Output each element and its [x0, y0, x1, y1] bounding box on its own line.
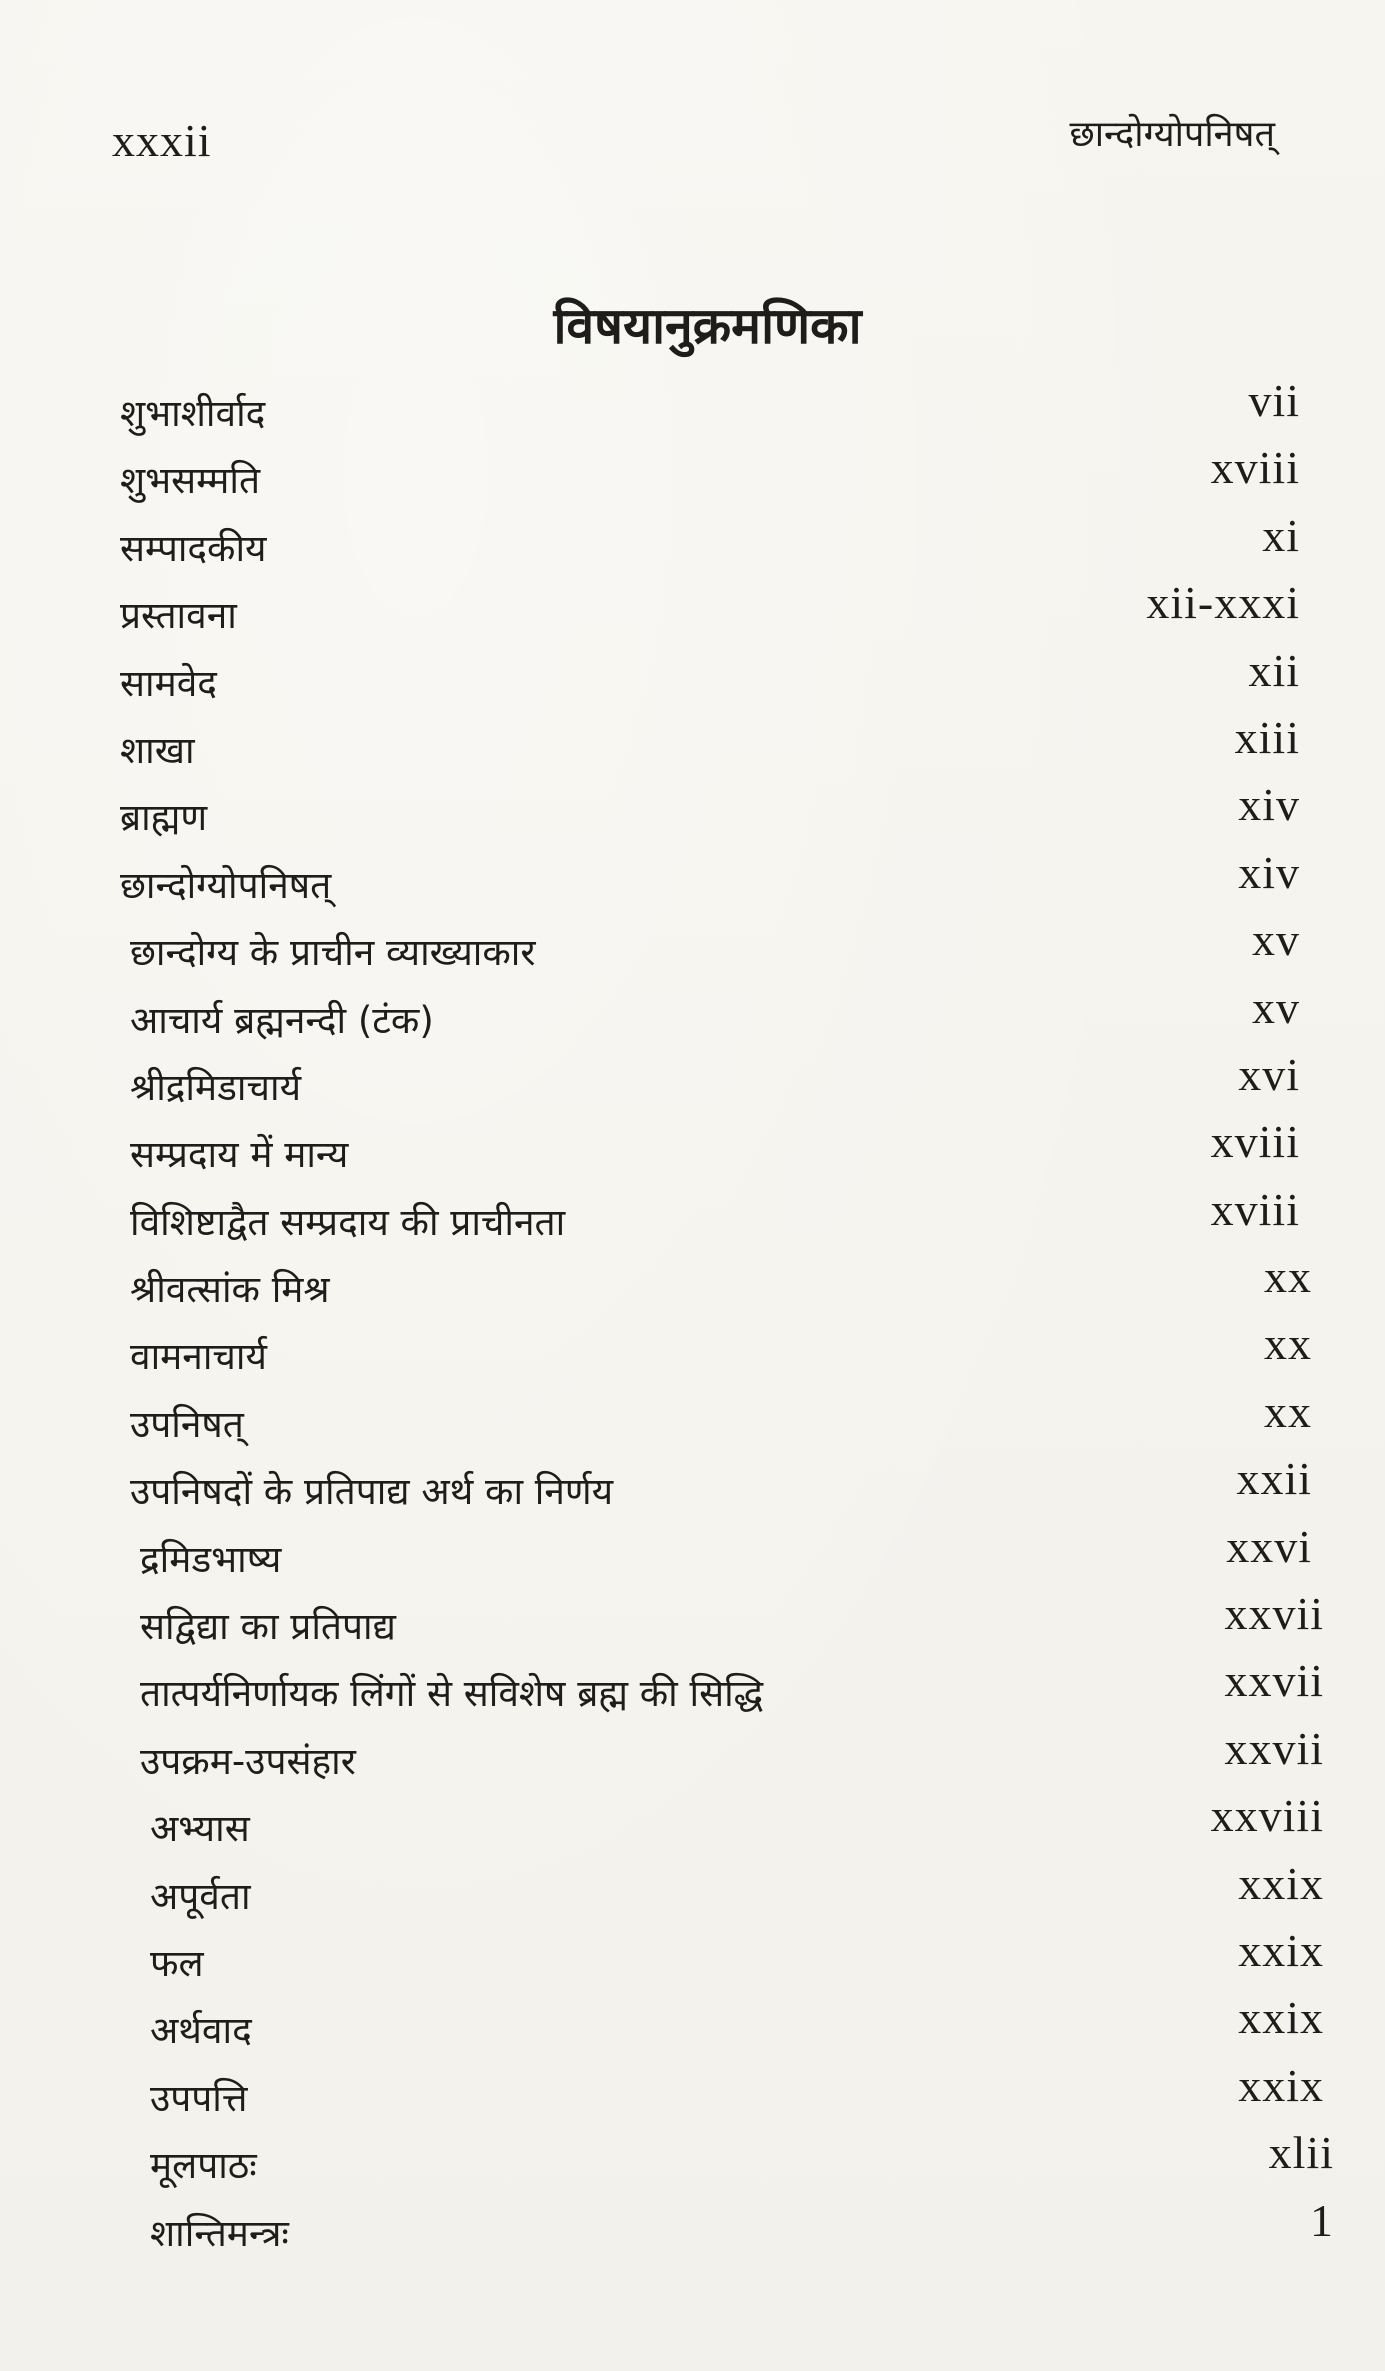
toc-entry-title: सद्विद्या का प्रतिपाद्य — [140, 1605, 396, 1649]
toc-entry-page: xxvi — [1226, 1520, 1312, 1572]
toc-entry-title: प्रस्तावना — [120, 594, 237, 638]
toc-entry-page: xxvii — [1224, 1588, 1324, 1640]
toc-entry-page: xlii — [1268, 2127, 1334, 2179]
toc-entry — [120, 1383, 1312, 1450]
toc-entry-page: xxix — [1238, 2059, 1324, 2111]
toc-entry — [120, 1652, 1324, 1719]
toc-entry-title: अभ्यास — [150, 1807, 250, 1851]
toc-entry — [120, 574, 1300, 641]
toc-entry-title: तात्पर्यनिर्णायक लिंगों से सविशेष ब्रह्म की सिद्धि — [140, 1672, 764, 1716]
toc-entry — [120, 1181, 1300, 1248]
toc-entry-page: xx — [1264, 1251, 1312, 1303]
toc-entry-page: xiii — [1234, 711, 1300, 763]
toc-entry-title: शाखा — [120, 728, 195, 772]
toc-entry-page: xvi — [1238, 1048, 1300, 1100]
toc-entry-title: उपक्रम-उपसंहार — [140, 1739, 356, 1783]
toc-entry-title: छान्दोग्य के प्राचीन व्याख्याकार — [130, 931, 536, 975]
toc-entry-title: अर्थवाद — [150, 2009, 252, 2053]
toc-entry-title: उपपत्ति — [150, 2076, 248, 2120]
toc-entry — [120, 776, 1300, 843]
toc-entry — [120, 642, 1300, 709]
toc-entry-title: शुभाशीर्वाद — [120, 392, 266, 435]
toc-entry-page: xviii — [1210, 442, 1300, 494]
toc-entry-page: xxvii — [1224, 1655, 1324, 1707]
toc-entry — [120, 1989, 1324, 2056]
toc-entry-page: xx — [1264, 1385, 1312, 1437]
toc-entry-title: सामवेद — [120, 661, 217, 705]
contents-heading: विषयानुक्रमणिका — [553, 297, 862, 355]
toc-entry-page: xv — [1252, 981, 1300, 1033]
toc-entry-page: xviii — [1210, 1183, 1300, 1235]
toc-entry — [120, 1113, 1300, 1180]
toc-entry-title: अपूर्वता — [150, 1874, 251, 1918]
toc-entry-page: xii-xxxi — [1146, 577, 1300, 629]
toc-entry — [120, 844, 1300, 911]
toc-entry-title: शान्तिमन्त्रः — [150, 2211, 289, 2255]
toc-entry-title: सम्पादकीय — [120, 526, 267, 570]
toc-entry-title: फल — [150, 1941, 204, 1985]
toc-entry-title: सम्प्रदाय में मान्य — [130, 1133, 349, 1177]
toc-entry-page: xx — [1264, 1318, 1312, 1370]
toc-entry-page: xviii — [1210, 1116, 1300, 1168]
toc-entry — [120, 1046, 1300, 1113]
toc-entry — [120, 979, 1300, 1046]
toc-entry — [120, 2124, 1334, 2191]
toc-entry — [120, 911, 1300, 978]
book-title: छान्दोग्योपनिषत् — [1069, 114, 1275, 155]
toc-entry-page: xxix — [1238, 1924, 1324, 1976]
toc-entry-title: उपनिषदों के प्रतिपाद्य अर्थ का निर्णय — [130, 1470, 614, 1514]
toc-entry — [120, 1585, 1324, 1652]
toc-entry — [120, 372, 1300, 439]
toc-entry-page: xxix — [1238, 1992, 1324, 2044]
toc-entry — [120, 2057, 1324, 2124]
toc-entry-page: xiv — [1238, 846, 1300, 898]
toc-entry-page: xxviii — [1210, 1790, 1324, 1842]
toc-entry-title: विशिष्टाद्वैत सम्प्रदाय की प्राचीनता — [130, 1200, 566, 1244]
toc-entry — [120, 439, 1300, 506]
toc-entry — [120, 2192, 1334, 2259]
toc-entry-page: xxix — [1238, 1857, 1324, 1909]
toc-entry-page: xv — [1252, 914, 1300, 966]
toc-entry-title: श्रीवत्सांक मिश्र — [130, 1268, 330, 1312]
toc-entry-title: ब्राह्मण — [120, 796, 208, 840]
toc-entry — [120, 507, 1300, 574]
toc-entry-title: श्रीद्रमिडाचार्य — [130, 1065, 302, 1109]
toc-entry-title: शुभसम्मति — [120, 459, 261, 503]
running-head — [112, 108, 1275, 168]
toc-entry-page: vii — [1248, 375, 1300, 426]
toc-entry-page: xiv — [1238, 779, 1300, 831]
toc-entry — [120, 1787, 1324, 1854]
toc-entry-page: xxii — [1236, 1453, 1312, 1505]
toc-entry-page: 1 — [1310, 2194, 1334, 2246]
toc-entry-page: xii — [1248, 644, 1300, 696]
toc-entry-page: xxvii — [1224, 1722, 1324, 1774]
toc-entry — [120, 709, 1300, 776]
toc-entry — [120, 1720, 1324, 1787]
table-of-contents — [120, 372, 1334, 2259]
toc-entry-title: वामनाचार्य — [130, 1335, 267, 1379]
toc-entry-title: द्रमिडभाष्य — [140, 1537, 282, 1581]
toc-entry — [120, 1518, 1312, 1585]
toc-entry — [120, 1922, 1324, 1989]
toc-entry — [120, 1315, 1312, 1382]
toc-entry-title: छान्दोग्योपनिषत् — [120, 863, 332, 907]
toc-entry — [120, 1248, 1312, 1315]
toc-entry — [120, 1450, 1312, 1517]
toc-entry — [120, 1855, 1324, 1922]
page-number: xxxii — [112, 115, 212, 166]
toc-entry-title: उपनिषत् — [130, 1402, 244, 1446]
toc-entry-page: xi — [1262, 509, 1300, 561]
toc-entry-title: मूलपाठः — [150, 2144, 257, 2188]
toc-entry-title: आचार्य ब्रह्मनन्दी (टंक) — [130, 998, 434, 1042]
